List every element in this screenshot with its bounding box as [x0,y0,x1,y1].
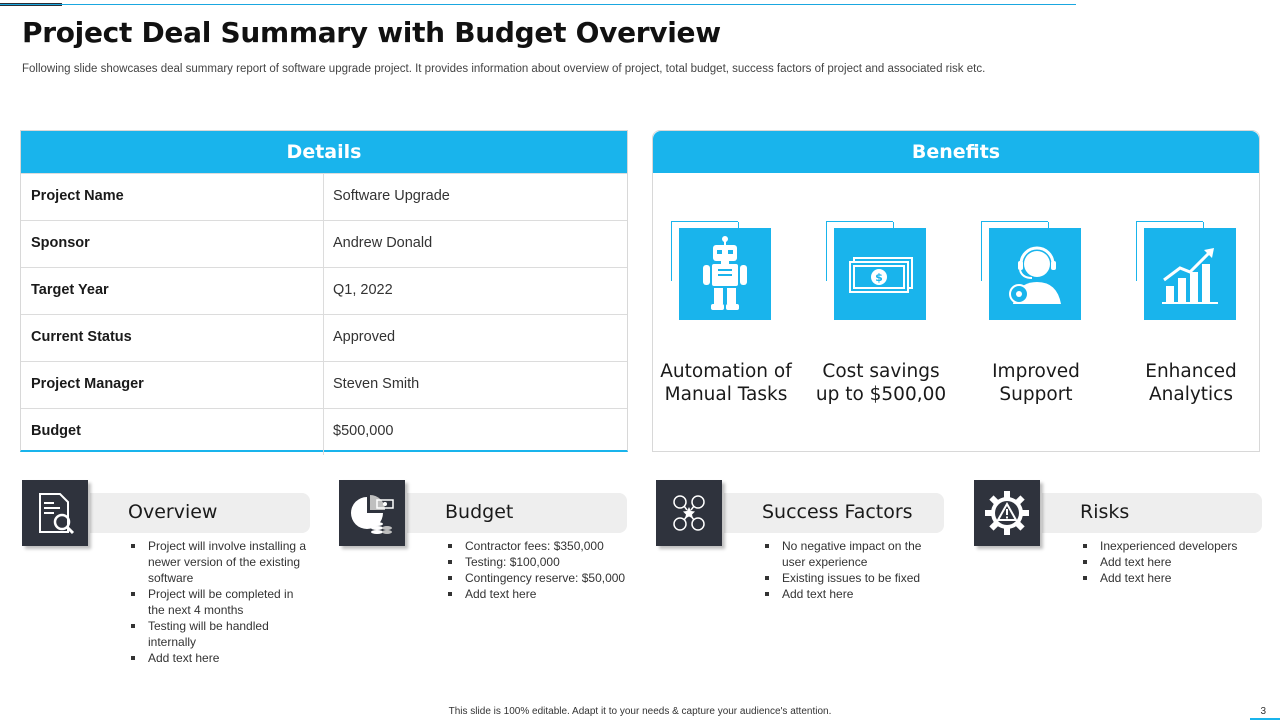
list-item: Inexperienced developers [1082,538,1262,554]
row-label: Project Manager [21,362,324,408]
table-row [21,314,627,361]
robot-icon [679,228,771,320]
list-item: Testing: $100,000 [447,554,627,570]
card-title: Risks [1080,501,1130,523]
growth-chart-icon [1144,228,1236,320]
benefit-label: Improved Support [992,361,1080,405]
document-search-icon [22,480,88,546]
top-rule [0,4,1076,5]
table-row [21,173,627,220]
card-title: Overview [128,501,218,523]
list-item: Contractor fees: $350,000 [447,538,627,554]
table-row [21,408,627,455]
list-item: Add text here [1082,554,1262,570]
list-item: Add text here [764,586,944,602]
details-panel [20,130,628,452]
row-label: Budget [21,409,324,455]
card-title: Success Factors [762,501,913,523]
cash-icon [834,228,926,320]
row-value: $500,000 [333,423,394,439]
card-bullet-list [130,538,310,666]
page-title: Project Deal Summary with Budget Overview [22,16,721,49]
success-network-icon [656,480,722,546]
svg-text:$: $ [875,271,883,284]
risk-gear-icon [974,480,1040,546]
row-label: Target Year [21,268,324,314]
card-bullet-list [447,538,627,602]
card-title-tab [407,493,627,533]
benefit-label: Cost savings up to $500,00 [815,361,947,405]
row-value: Software Upgrade [333,188,450,204]
page-subtitle: Following slide showcases deal summary report of software upgrade project. It provides information about overview of project, total budget, success factors of project and associated risk etc. [22,63,986,75]
list-item: Existing issues to be fixed [764,570,944,586]
footer-note: This slide is 100% editable. Adapt it to your needs & capture your audience's attention. [448,706,832,717]
card-bullet-list [764,538,944,602]
benefit-label: Automation of Manual Tasks [660,361,792,405]
list-item: No negative impact on the user experience [764,538,944,570]
benefit-label: Enhanced Analytics [1145,361,1237,405]
support-agent-icon [989,228,1081,320]
page-number: 3 [1260,706,1266,717]
list-item: Add text here [1082,570,1262,586]
list-item: Add text here [447,586,627,602]
row-value: Andrew Donald [333,235,433,251]
row-value: Approved [333,329,396,345]
row-label: Sponsor [21,221,324,267]
row-value: Q1, 2022 [333,282,393,298]
table-row [21,361,627,408]
table-row [21,220,627,267]
card-bullet-list [1082,538,1262,586]
row-label: Current Status [21,315,324,361]
budget-pie-icon [339,480,405,546]
row-label: Project Name [21,174,324,220]
benefits-panel [652,130,1260,452]
list-item: Project will be completed in the next 4 months [130,586,310,618]
list-item: Add text here [130,650,310,666]
table-row [21,267,627,314]
details-header: Details [21,131,627,173]
list-item: Project will involve installing a newer version of the existing software [130,538,310,586]
list-item: Contingency reserve: $50,000 [447,570,627,586]
card-title-tab [1042,493,1262,533]
list-item: Testing will be handled internally [130,618,310,650]
row-value: Steven Smith [333,376,420,392]
benefits-header: Benefits [653,131,1259,173]
card-title: Budget [445,501,514,523]
